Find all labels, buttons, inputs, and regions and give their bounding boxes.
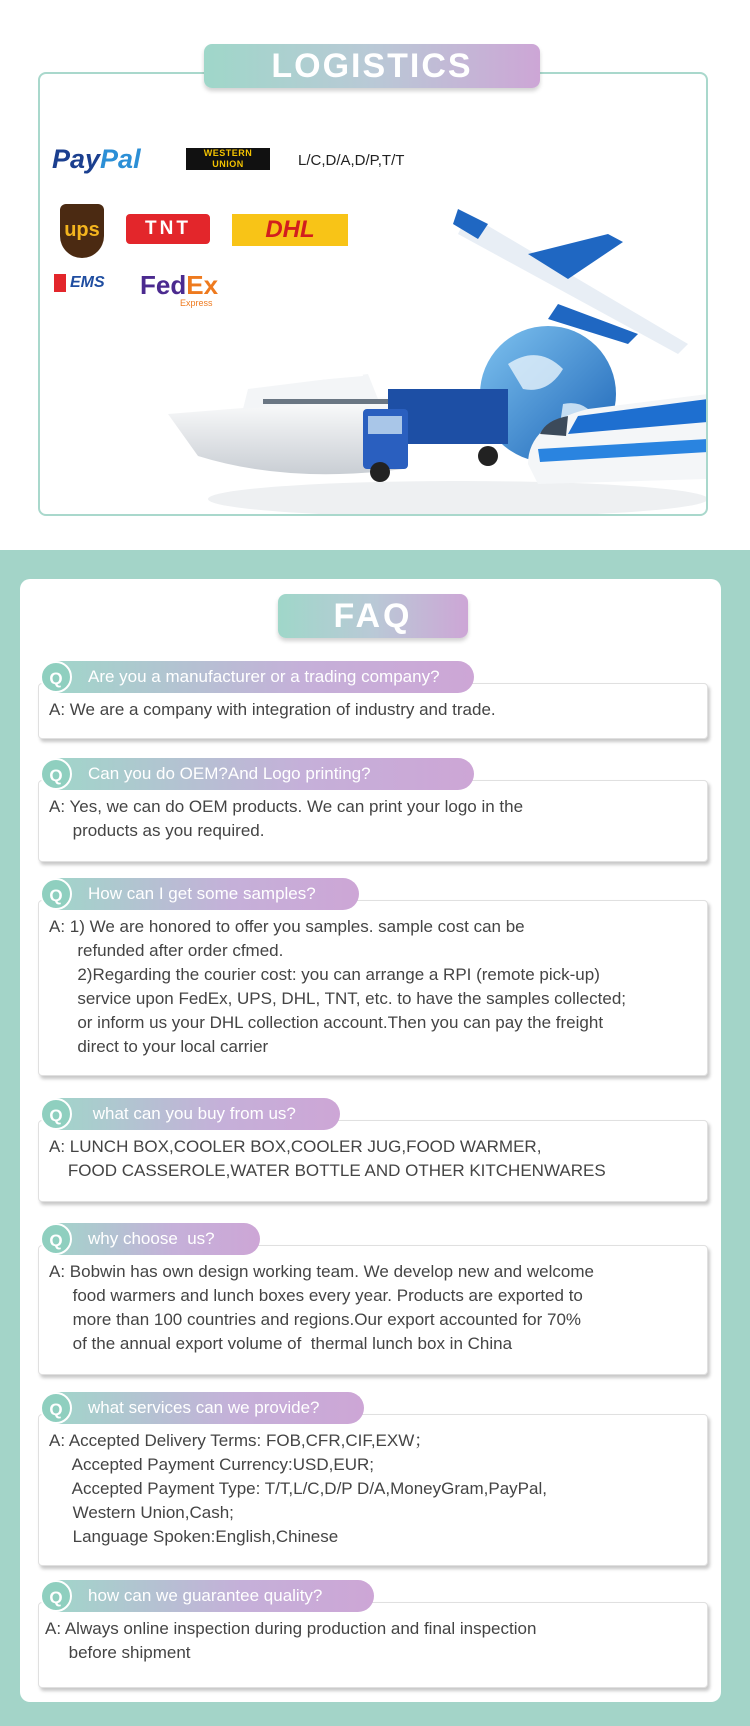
answer-line: or inform us your DHL collection account.Then you can pay the freight xyxy=(49,1013,604,1032)
answer-line: of the annual export volume of thermal lunch box in China xyxy=(49,1334,513,1353)
answer-line: A: Yes, we can do OEM products. We can print your logo in the xyxy=(49,797,524,816)
question-marker-icon: Q xyxy=(40,661,72,693)
answer-box xyxy=(38,1414,708,1566)
answer-line: products as you required. xyxy=(49,821,265,840)
question-label: Are you a manufacturer or a trading company? xyxy=(44,661,474,693)
question-label: what can you buy from us? xyxy=(44,1098,340,1130)
question-label: How can I get some samples? xyxy=(44,878,359,910)
answer-line: service upon FedEx, UPS, DHL, TNT, etc. to have the samples collected; xyxy=(49,989,626,1008)
tnt-logo: TNT xyxy=(126,214,210,244)
answer-box xyxy=(38,1245,708,1375)
answer-box xyxy=(38,780,708,862)
answer-line: A: 1) We are honored to offer you samples. sample cost can be xyxy=(49,917,525,936)
fedex-logo: FedEx xyxy=(140,270,219,300)
logistics-title: LOGISTICS xyxy=(204,44,540,88)
paypal-logo: PayPal xyxy=(52,144,141,174)
answer-line: more than 100 countries and regions.Our export accounted for 70% xyxy=(49,1310,582,1329)
ups-logo: ups xyxy=(60,204,104,258)
dhl-logo: DHL xyxy=(232,214,348,246)
answer-line: A: Always online inspection during production and final inspection xyxy=(45,1619,537,1638)
answer-line: Accepted Payment Type: T/T,L/C,D/P D/A,MoneyGram,PayPal, xyxy=(49,1479,547,1498)
answer-line: Western Union,Cash; xyxy=(49,1503,234,1522)
answer-line: direct to your local carrier xyxy=(49,1037,269,1056)
logistics-section xyxy=(0,0,750,550)
fedex-express-label: Express xyxy=(180,298,213,308)
ground-shadow xyxy=(208,481,708,516)
answer-line: A: LUNCH BOX,COOLER BOX,COOLER JUG,FOOD WARMER, xyxy=(49,1137,542,1156)
question-marker-icon: Q xyxy=(40,1580,72,1612)
answer-line: refunded after order cfmed. xyxy=(49,941,284,960)
answer-line: Language Spoken:English,Chinese xyxy=(49,1527,339,1546)
logistics-frame xyxy=(38,72,708,516)
question-marker-icon: Q xyxy=(40,878,72,910)
answer-line: A: We are a company with integration of industry and trade. xyxy=(49,700,496,719)
question-marker-icon: Q xyxy=(40,1392,72,1424)
answer-box xyxy=(38,1602,708,1688)
answer-box xyxy=(38,1120,708,1202)
ems-logo: EMS xyxy=(54,274,105,292)
question-marker-icon: Q xyxy=(40,1098,72,1130)
question-marker-icon: Q xyxy=(40,758,72,790)
question-label: what services can we provide? xyxy=(44,1392,364,1424)
western-union-logo: WESTERN UNION xyxy=(186,148,270,170)
transport-illustration xyxy=(168,194,708,516)
answer-box xyxy=(38,900,708,1076)
question-label: Can you do OEM?And Logo printing? xyxy=(44,758,474,790)
question-label: how can we guarantee quality? xyxy=(44,1580,374,1612)
faq-title: FAQ xyxy=(278,594,468,638)
answer-line: A: Bobwin has own design working team. We develop new and welcome xyxy=(49,1262,594,1281)
payment-terms-text: L/C,D/A,D/P,T/T xyxy=(298,152,405,169)
answer-line: A: Accepted Delivery Terms: FOB,CFR,CIF,EXW； xyxy=(49,1431,432,1450)
answer-line: food warmers and lunch boxes every year. Products are exported to xyxy=(49,1286,583,1305)
answer-line: before shipment xyxy=(45,1643,191,1662)
answer-line: FOOD CASSEROLE,WATER BOTTLE AND OTHER KITCHENWARES xyxy=(49,1161,606,1180)
answer-line: Accepted Payment Currency:USD,EUR; xyxy=(49,1455,375,1474)
answer-line: 2)Regarding the courier cost: you can arrange a RPI (remote pick-up) xyxy=(49,965,600,984)
question-marker-icon: Q xyxy=(40,1223,72,1255)
question-label: why choose us? xyxy=(44,1223,260,1255)
